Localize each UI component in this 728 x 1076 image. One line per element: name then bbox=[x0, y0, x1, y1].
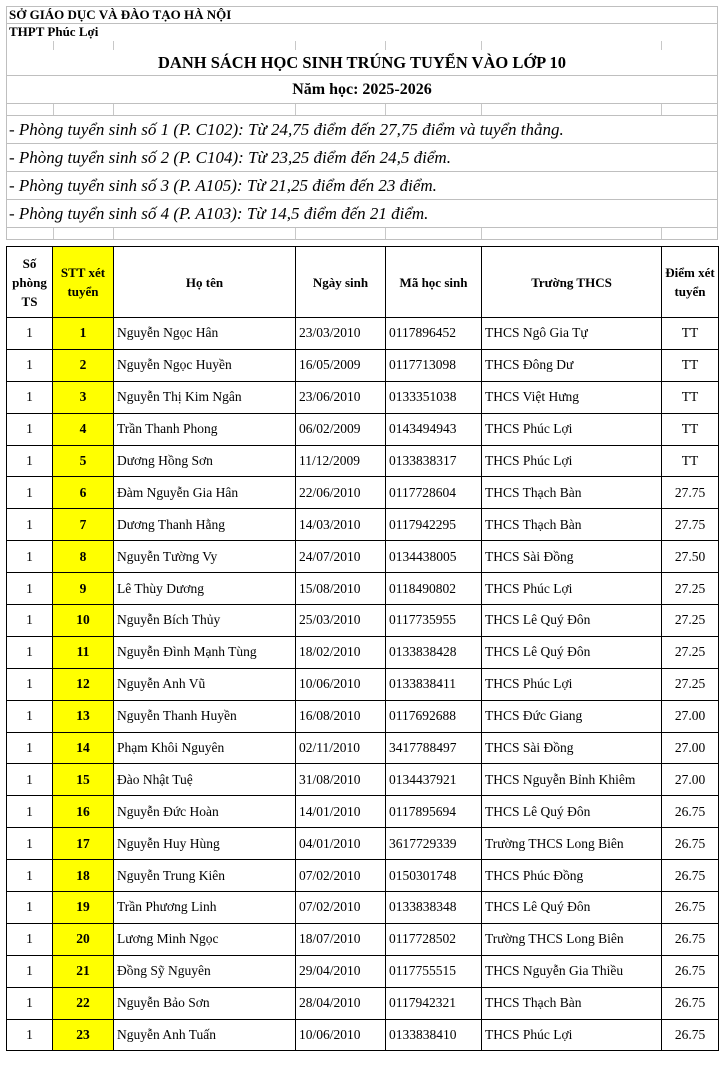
cell-dob: 14/03/2010 bbox=[296, 509, 386, 541]
col-name: Họ tên bbox=[114, 247, 296, 318]
cell-school: THCS Nguyễn Gia Thiều bbox=[482, 955, 662, 987]
cell-order: 21 bbox=[53, 955, 114, 987]
cell-order: 18 bbox=[53, 860, 114, 892]
cell-student-id: 0117728604 bbox=[386, 477, 482, 509]
cell-order: 22 bbox=[53, 987, 114, 1019]
cell-school: THCS Việt Hưng bbox=[482, 381, 662, 413]
cell-dob: 24/07/2010 bbox=[296, 541, 386, 573]
room-info-3 bbox=[6, 172, 718, 200]
cell-name: Nguyễn Tường Vy bbox=[114, 541, 296, 573]
cell-score: 27.00 bbox=[662, 732, 719, 764]
cell-student-id: 0134437921 bbox=[386, 764, 482, 796]
cell-school: THCS Phúc Lợi bbox=[482, 668, 662, 700]
table-row bbox=[7, 445, 719, 477]
cell-student-id: 0117755515 bbox=[386, 955, 482, 987]
table-row bbox=[7, 509, 719, 541]
cell-school: THCS Đông Dư bbox=[482, 349, 662, 381]
school-row bbox=[6, 24, 718, 41]
cell-score: TT bbox=[662, 381, 719, 413]
table-row bbox=[7, 605, 719, 637]
cell-name: Đào Nhật Tuệ bbox=[114, 764, 296, 796]
cell-dob: 23/06/2010 bbox=[296, 381, 386, 413]
cell-school: THCS Nguyễn Bỉnh Khiêm bbox=[482, 764, 662, 796]
cell-school: THCS Thạch Bàn bbox=[482, 509, 662, 541]
cell-school: THCS Sài Đồng bbox=[482, 732, 662, 764]
room-info-text: - Phòng tuyển sinh số 3 (P. A105): Từ 21,25 điểm đến 23 điểm. bbox=[9, 176, 437, 195]
cell-school: THCS Lê Quý Đôn bbox=[482, 892, 662, 924]
cell-score: 27.25 bbox=[662, 668, 719, 700]
table-row bbox=[7, 413, 719, 445]
cell-order: 6 bbox=[53, 477, 114, 509]
col-order: STT xét tuyển bbox=[53, 247, 114, 318]
cell-student-id: 0117895694 bbox=[386, 796, 482, 828]
table-row bbox=[7, 732, 719, 764]
cell-order: 15 bbox=[53, 764, 114, 796]
document-title bbox=[6, 50, 718, 76]
cell-score: 26.75 bbox=[662, 955, 719, 987]
cell-student-id: 0133351038 bbox=[386, 381, 482, 413]
admission-table bbox=[6, 246, 719, 1051]
cell-dob: 23/03/2010 bbox=[296, 318, 386, 350]
cell-dob: 06/02/2009 bbox=[296, 413, 386, 445]
cell-score: 26.75 bbox=[662, 828, 719, 860]
cell-student-id: 0117735955 bbox=[386, 605, 482, 637]
cell-order: 1 bbox=[53, 318, 114, 350]
cell-dob: 31/08/2010 bbox=[296, 764, 386, 796]
cell-dob: 18/07/2010 bbox=[296, 923, 386, 955]
col-score: Điểm xét tuyển bbox=[662, 247, 719, 318]
room-info-1 bbox=[6, 116, 718, 144]
cell-room: 1 bbox=[7, 860, 53, 892]
cell-student-id: 0117896452 bbox=[386, 318, 482, 350]
spacer-row bbox=[6, 228, 718, 240]
cell-school: THCS Lê Quý Đôn bbox=[482, 636, 662, 668]
cell-name: Trần Phương Linh bbox=[114, 892, 296, 924]
cell-room: 1 bbox=[7, 987, 53, 1019]
cell-order: 3 bbox=[53, 381, 114, 413]
cell-room: 1 bbox=[7, 955, 53, 987]
cell-order: 10 bbox=[53, 605, 114, 637]
cell-student-id: 0133838410 bbox=[386, 1019, 482, 1051]
department-row bbox=[6, 6, 718, 24]
cell-dob: 15/08/2010 bbox=[296, 573, 386, 605]
cell-dob: 22/06/2010 bbox=[296, 477, 386, 509]
cell-school: THCS Thạch Bàn bbox=[482, 987, 662, 1019]
cell-score: 27.00 bbox=[662, 764, 719, 796]
cell-name: Nguyễn Huy Hùng bbox=[114, 828, 296, 860]
cell-order: 2 bbox=[53, 349, 114, 381]
cell-dob: 16/05/2009 bbox=[296, 349, 386, 381]
cell-order: 8 bbox=[53, 541, 114, 573]
table-row bbox=[7, 541, 719, 573]
cell-room: 1 bbox=[7, 764, 53, 796]
cell-school: THCS Phúc Đồng bbox=[482, 860, 662, 892]
cell-student-id: 3617729339 bbox=[386, 828, 482, 860]
cell-order: 9 bbox=[53, 573, 114, 605]
cell-school: THCS Phúc Lợi bbox=[482, 573, 662, 605]
cell-name: Nguyễn Bảo Sơn bbox=[114, 987, 296, 1019]
cell-score: 27.25 bbox=[662, 573, 719, 605]
col-dob: Ngày sinh bbox=[296, 247, 386, 318]
cell-score: 26.75 bbox=[662, 987, 719, 1019]
cell-order: 23 bbox=[53, 1019, 114, 1051]
spacer-row bbox=[6, 104, 718, 116]
cell-student-id: 0133838411 bbox=[386, 668, 482, 700]
table-row bbox=[7, 477, 719, 509]
cell-student-id: 0118490802 bbox=[386, 573, 482, 605]
cell-room: 1 bbox=[7, 318, 53, 350]
cell-room: 1 bbox=[7, 796, 53, 828]
cell-order: 12 bbox=[53, 668, 114, 700]
cell-dob: 11/12/2009 bbox=[296, 445, 386, 477]
cell-room: 1 bbox=[7, 477, 53, 509]
cell-name: Phạm Khôi Nguyên bbox=[114, 732, 296, 764]
table-row bbox=[7, 955, 719, 987]
cell-student-id: 0133838348 bbox=[386, 892, 482, 924]
cell-room: 1 bbox=[7, 668, 53, 700]
cell-score: 26.75 bbox=[662, 860, 719, 892]
cell-dob: 18/02/2010 bbox=[296, 636, 386, 668]
cell-student-id: 0117728502 bbox=[386, 923, 482, 955]
cell-dob: 10/06/2010 bbox=[296, 1019, 386, 1051]
cell-order: 16 bbox=[53, 796, 114, 828]
cell-name: Nguyễn Anh Vũ bbox=[114, 668, 296, 700]
cell-name: Trần Thanh Phong bbox=[114, 413, 296, 445]
cell-order: 17 bbox=[53, 828, 114, 860]
cell-dob: 25/03/2010 bbox=[296, 605, 386, 637]
cell-student-id: 0117942295 bbox=[386, 509, 482, 541]
cell-room: 1 bbox=[7, 828, 53, 860]
school-year bbox=[6, 76, 718, 104]
cell-room: 1 bbox=[7, 636, 53, 668]
cell-school: THCS Sài Đồng bbox=[482, 541, 662, 573]
cell-name: Nguyễn Ngọc Hân bbox=[114, 318, 296, 350]
table-row bbox=[7, 318, 719, 350]
cell-score: 26.75 bbox=[662, 796, 719, 828]
cell-score: 26.75 bbox=[662, 1019, 719, 1051]
cell-student-id: 0134438005 bbox=[386, 541, 482, 573]
cell-dob: 29/04/2010 bbox=[296, 955, 386, 987]
room-info-4 bbox=[6, 200, 718, 228]
cell-name: Nguyễn Bích Thủy bbox=[114, 605, 296, 637]
cell-school: THCS Phúc Lợi bbox=[482, 445, 662, 477]
cell-school: THCS Thạch Bàn bbox=[482, 477, 662, 509]
cell-school: THCS Phúc Lợi bbox=[482, 1019, 662, 1051]
table-row bbox=[7, 923, 719, 955]
table-header-row bbox=[7, 247, 719, 318]
cell-room: 1 bbox=[7, 413, 53, 445]
cell-score: TT bbox=[662, 318, 719, 350]
table-row bbox=[7, 700, 719, 732]
cell-score: 27.25 bbox=[662, 605, 719, 637]
cell-dob: 07/02/2010 bbox=[296, 892, 386, 924]
table-row bbox=[7, 764, 719, 796]
spreadsheet-header bbox=[6, 6, 718, 240]
table-row bbox=[7, 796, 719, 828]
cell-order: 13 bbox=[53, 700, 114, 732]
cell-student-id: 3417788497 bbox=[386, 732, 482, 764]
cell-score: 27.75 bbox=[662, 509, 719, 541]
cell-score: 27.50 bbox=[662, 541, 719, 573]
cell-name: Nguyễn Trung Kiên bbox=[114, 860, 296, 892]
cell-room: 1 bbox=[7, 381, 53, 413]
cell-room: 1 bbox=[7, 923, 53, 955]
cell-student-id: 0117692688 bbox=[386, 700, 482, 732]
cell-name: Nguyễn Thị Kim Ngân bbox=[114, 381, 296, 413]
cell-school: THCS Đức Giang bbox=[482, 700, 662, 732]
col-student-id: Mã học sinh bbox=[386, 247, 482, 318]
cell-room: 1 bbox=[7, 892, 53, 924]
table-row bbox=[7, 1019, 719, 1051]
cell-name: Nguyễn Đình Mạnh Tùng bbox=[114, 636, 296, 668]
cell-student-id: 0133838428 bbox=[386, 636, 482, 668]
cell-room: 1 bbox=[7, 509, 53, 541]
cell-name: Lương Minh Ngọc bbox=[114, 923, 296, 955]
cell-dob: 14/01/2010 bbox=[296, 796, 386, 828]
cell-dob: 07/02/2010 bbox=[296, 860, 386, 892]
cell-order: 5 bbox=[53, 445, 114, 477]
table-row bbox=[7, 381, 719, 413]
cell-score: 26.75 bbox=[662, 892, 719, 924]
cell-name: Nguyễn Đức Hoàn bbox=[114, 796, 296, 828]
cell-student-id: 0150301748 bbox=[386, 860, 482, 892]
school-year-text: Năm học: 2025-2026 bbox=[292, 81, 432, 98]
cell-name: Nguyễn Thanh Huyền bbox=[114, 700, 296, 732]
cell-name: Dương Hồng Sơn bbox=[114, 445, 296, 477]
col-room: Số phòng TS bbox=[7, 247, 53, 318]
cell-score: 27.75 bbox=[662, 477, 719, 509]
cell-room: 1 bbox=[7, 573, 53, 605]
room-info-2 bbox=[6, 144, 718, 172]
cell-room: 1 bbox=[7, 349, 53, 381]
cell-name: Đồng Sỹ Nguyên bbox=[114, 955, 296, 987]
cell-student-id: 0117713098 bbox=[386, 349, 482, 381]
cell-school: THCS Lê Quý Đôn bbox=[482, 605, 662, 637]
cell-order: 4 bbox=[53, 413, 114, 445]
cell-school: THCS Phúc Lợi bbox=[482, 413, 662, 445]
table-row bbox=[7, 349, 719, 381]
cell-score: 27.25 bbox=[662, 636, 719, 668]
spacer-row bbox=[6, 41, 718, 50]
cell-room: 1 bbox=[7, 445, 53, 477]
cell-school: THCS Lê Quý Đôn bbox=[482, 796, 662, 828]
school-name: THPT Phúc Lợi bbox=[9, 24, 99, 39]
table-row bbox=[7, 573, 719, 605]
cell-score: TT bbox=[662, 445, 719, 477]
title-text: DANH SÁCH HỌC SINH TRÚNG TUYỂN VÀO LỚP 10 bbox=[158, 53, 566, 72]
cell-room: 1 bbox=[7, 732, 53, 764]
table-row bbox=[7, 860, 719, 892]
cell-name: Nguyễn Anh Tuấn bbox=[114, 1019, 296, 1051]
cell-student-id: 0143494943 bbox=[386, 413, 482, 445]
room-info-text: - Phòng tuyển sinh số 1 (P. C102): Từ 24,75 điểm đến 27,75 điểm và tuyển thẳng. bbox=[9, 120, 564, 139]
room-info-text: - Phòng tuyển sinh số 2 (P. C104): Từ 23,25 điểm đến 24,5 điểm. bbox=[9, 148, 451, 167]
table-row bbox=[7, 892, 719, 924]
table-row bbox=[7, 636, 719, 668]
cell-room: 1 bbox=[7, 605, 53, 637]
department-name: SỞ GIÁO DỤC VÀ ĐÀO TẠO HÀ NỘI bbox=[9, 7, 232, 22]
cell-order: 7 bbox=[53, 509, 114, 541]
cell-room: 1 bbox=[7, 541, 53, 573]
table-row bbox=[7, 987, 719, 1019]
cell-room: 1 bbox=[7, 1019, 53, 1051]
cell-dob: 28/04/2010 bbox=[296, 987, 386, 1019]
cell-order: 19 bbox=[53, 892, 114, 924]
cell-order: 11 bbox=[53, 636, 114, 668]
table-row bbox=[7, 668, 719, 700]
cell-student-id: 0117942321 bbox=[386, 987, 482, 1019]
cell-dob: 10/06/2010 bbox=[296, 668, 386, 700]
cell-name: Nguyễn Ngọc Huyền bbox=[114, 349, 296, 381]
table-row bbox=[7, 828, 719, 860]
cell-order: 14 bbox=[53, 732, 114, 764]
cell-room: 1 bbox=[7, 700, 53, 732]
cell-score: 26.75 bbox=[662, 923, 719, 955]
cell-dob: 02/11/2010 bbox=[296, 732, 386, 764]
cell-student-id: 0133838317 bbox=[386, 445, 482, 477]
col-school: Trường THCS bbox=[482, 247, 662, 318]
cell-name: Lê Thùy Dương bbox=[114, 573, 296, 605]
cell-school: THCS Ngô Gia Tự bbox=[482, 318, 662, 350]
cell-order: 20 bbox=[53, 923, 114, 955]
cell-school: Trường THCS Long Biên bbox=[482, 828, 662, 860]
room-info-text: - Phòng tuyển sinh số 4 (P. A103): Từ 14,5 điểm đến 21 điểm. bbox=[9, 204, 429, 223]
cell-dob: 04/01/2010 bbox=[296, 828, 386, 860]
cell-name: Dương Thanh Hằng bbox=[114, 509, 296, 541]
cell-school: Trường THCS Long Biên bbox=[482, 923, 662, 955]
cell-dob: 16/08/2010 bbox=[296, 700, 386, 732]
cell-score: TT bbox=[662, 349, 719, 381]
cell-name: Đàm Nguyễn Gia Hân bbox=[114, 477, 296, 509]
cell-score: TT bbox=[662, 413, 719, 445]
cell-score: 27.00 bbox=[662, 700, 719, 732]
